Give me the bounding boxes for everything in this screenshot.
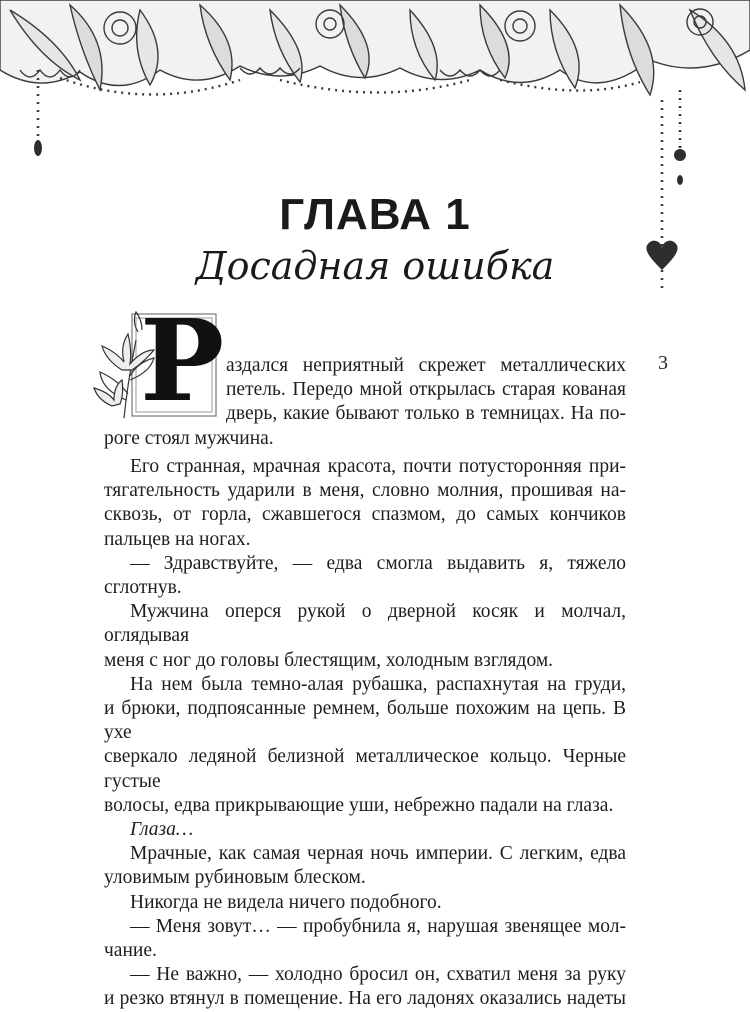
text-line: аздался неприятный скрежет металлических <box>226 355 626 376</box>
text-line: сверкало ледяной белизной металлическое кольцо. Черные густые <box>104 746 626 792</box>
text-line: — Не важно, — холодно бросил он, схватил меня за руку <box>130 964 626 986</box>
text-line: — Меня зовут… — пробубнила я, нарушая звенящее мол- <box>130 915 626 937</box>
text-line: тягательность ударили в меня, словно молния, прошивая на- <box>104 480 626 502</box>
text-line: петель. Передо мной открылась старая кованая <box>226 379 626 401</box>
text-line: уловимым рубиновым блеском. <box>104 867 366 889</box>
text-line: волосы, едва прикрывающие уши, небрежно падали на глаза. <box>104 794 614 816</box>
drop-cap-letter: Р <box>140 296 225 427</box>
text-line: Его странная, мрачная красота, почти потусторонняя при- <box>130 456 626 477</box>
text-line: Никогда не видела ничего подобного. <box>130 891 442 913</box>
chapter-number: ГЛАВА 1 <box>279 190 471 239</box>
text-line: Глаза… <box>130 819 194 841</box>
text-line: меня с ног до головы блестящим, холодным взглядом. <box>104 649 554 671</box>
page-number: 3 <box>658 352 668 374</box>
text-line: и брюки, подпоясанные ремнем, больше похожим на цепь. В ухе <box>104 698 626 744</box>
text-line: На нем была темно-алая рубашка, распахнутая на груди, <box>130 673 626 695</box>
text-line: роге стоял мужчина. <box>104 427 274 449</box>
body-text <box>104 455 626 1012</box>
text-line: чание. <box>104 940 157 962</box>
text-line: Мрачные, как самая черная ночь империи. С легким, едва <box>130 843 626 865</box>
paragraph-1 <box>104 354 626 451</box>
text-line: Мужчина оперся рукой о дверной косяк и молчал, оглядывая <box>104 601 626 647</box>
chapter-title: Досадная ошибка <box>195 244 555 288</box>
text-line: дверь, какие бывают только в темницах. На по- <box>226 403 626 425</box>
text-line: пальцев на ногах. <box>104 528 251 550</box>
text-line: сквозь, от горла, сжавшегося спазмом, до самых кончиков <box>104 504 626 526</box>
text-line: — Здравствуйте, — едва смогла выдавить я, тяжело сглотнув. <box>104 552 626 599</box>
text-line: и резко втянул в помещение. На его ладонях оказались надеты <box>104 988 626 1010</box>
